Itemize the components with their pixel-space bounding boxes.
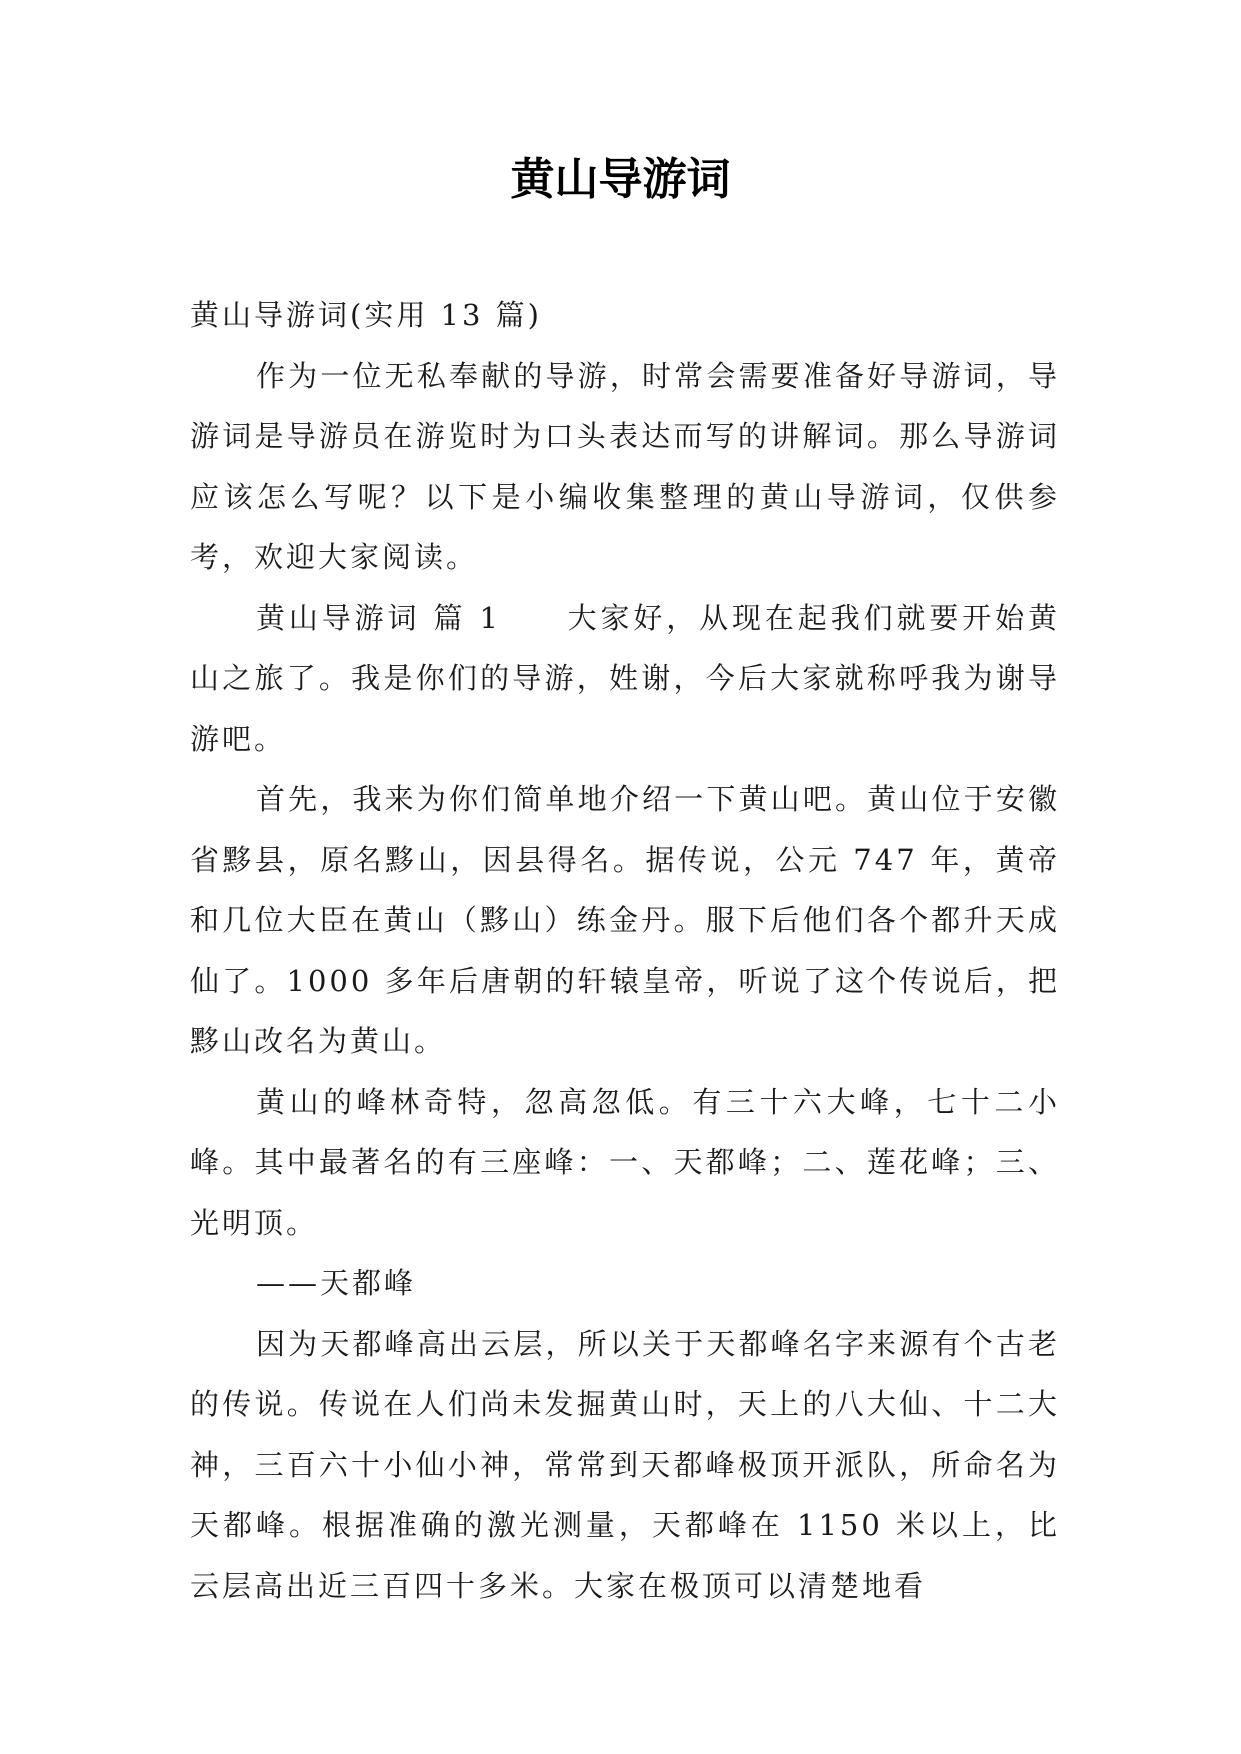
paragraph-tiandu: 因为天都峰高出云层，所以关于天都峰名字来源有个古老的传说。传说在人们尚未发掘黄山时，天上的八大仙、十二大神，三百六十小仙小神，常常到天都峰极顶开派队，所命名为天都峰。根据准确的激光测量，天都峰在 1150 米以上，比云层高出近三百四十多米。大家在极顶可以清楚地看: [190, 1326, 1060, 1603]
paragraph-chapter-1: 黄山导游词 篇 1 大家好，从现在起我们就要开始黄山之旅了。我是你们的导游，姓谢，今后大家就称呼我为谢导游吧。: [190, 600, 1060, 756]
document-title: 黄山导游词: [510, 154, 731, 205]
section-heading-tiandu: ——天都峰: [256, 1266, 417, 1300]
paragraph-intro: 作为一位无私奉献的导游，时常会需要准备好导游词，导游词是导游员在游览时为口头表达而写的讲解词。那么导游词应该怎么写呢？以下是小编收集整理的黄山导游词，仅供参考，欢迎大家阅读。: [190, 358, 1060, 574]
paragraph-peaks: 黄山的峰林奇特，忽高忽低。有三十六大峰，七十二小峰。其中最著名的有三座峰：一、天都峰；二、莲花峰；三、光明顶。: [190, 1084, 1060, 1240]
paragraph-history: 首先，我来为你们简单地介绍一下黄山吧。黄山位于安徽省黟县，原名黟山，因县得名。据传说，公元 747 年，黄帝和几位大臣在黄山（黟山）练金丹。服下后他们各个都升天成仙了。1000 多年后唐朝的轩辕皇帝，听说了这个传说后，把黟山改名为黄山。: [190, 782, 1060, 1058]
document-subtitle: 黄山导游词(实用 13 篇): [190, 298, 542, 332]
document-body: [190, 285, 1060, 1616]
